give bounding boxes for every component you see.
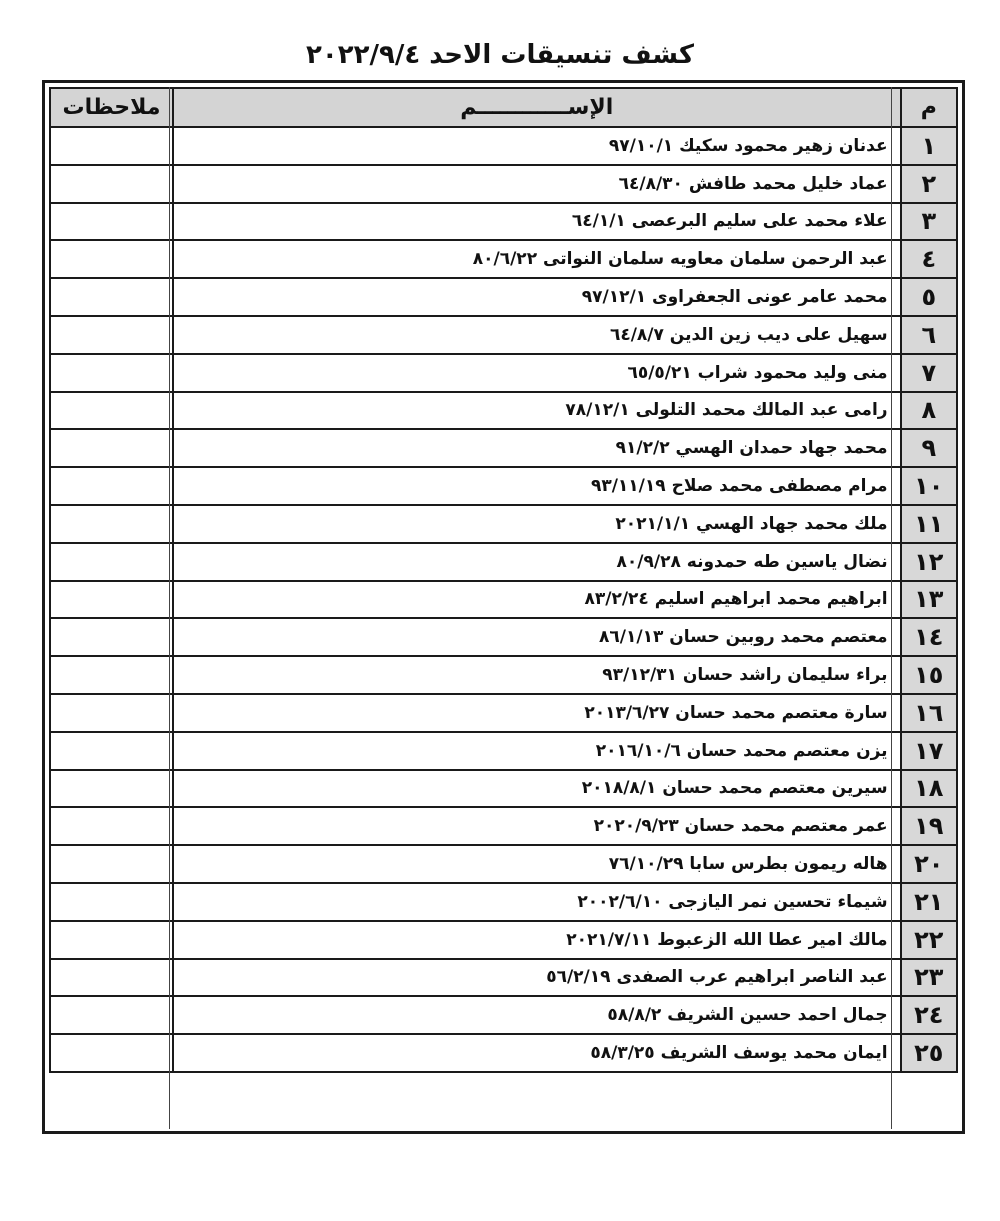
row-notes (50, 354, 173, 392)
table-row (50, 316, 957, 354)
row-notes (50, 807, 173, 845)
row-name: جمال احمد حسين الشريف ٥٨/٨/٢ (173, 996, 901, 1034)
table-row (50, 656, 957, 694)
row-name: معتصم محمد روبين حسان ٨٦/١/١٣ (173, 618, 901, 656)
row-name: سهيل على ديب زين الدين ٦٤/٨/٧ (173, 316, 901, 354)
row-name: براء سليمان راشد حسان ٩٣/١٢/٣١ (173, 656, 901, 694)
table-row (50, 392, 957, 430)
row-notes (50, 1034, 173, 1072)
table-row (50, 467, 957, 505)
row-number: ١٩ (901, 807, 957, 845)
row-notes (50, 203, 173, 241)
table-row (50, 505, 957, 543)
row-name: محمد عامر عونى الجعفراوى ٩٧/١٢/١ (173, 278, 901, 316)
table-row (50, 543, 957, 581)
row-notes (50, 316, 173, 354)
row-number: ٩ (901, 429, 957, 467)
row-notes (50, 581, 173, 619)
row-number: ١ (901, 127, 957, 165)
table-row (50, 959, 957, 997)
row-number: ٢١ (901, 883, 957, 921)
row-number: ٥ (901, 278, 957, 316)
row-notes (50, 770, 173, 808)
row-number: ٢٤ (901, 996, 957, 1034)
table-row (50, 996, 957, 1034)
row-number: ٢٣ (901, 959, 957, 997)
table-row (50, 1034, 957, 1072)
header-notes: ملاحظات (50, 88, 173, 127)
table-body (50, 127, 957, 1072)
row-name: ملك محمد جهاد الهسي ٢٠٢١/١/١ (173, 505, 901, 543)
row-notes (50, 240, 173, 278)
row-number: ٤ (901, 240, 957, 278)
row-name: مالك امير عطا الله الزعبوط ٢٠٢١/٧/١١ (173, 921, 901, 959)
row-notes (50, 732, 173, 770)
row-number: ١٣ (901, 581, 957, 619)
row-name: ابراهيم محمد ابراهيم اسليم ٨٣/٢/٢٤ (173, 581, 901, 619)
table-row (50, 807, 957, 845)
row-number: ١٢ (901, 543, 957, 581)
row-number: ١٥ (901, 656, 957, 694)
row-number: ٦ (901, 316, 957, 354)
row-number: ٣ (901, 203, 957, 241)
row-notes (50, 618, 173, 656)
row-name: رامى عبد المالك محمد التلولى ٧٨/١٢/١ (173, 392, 901, 430)
row-number: ٨ (901, 392, 957, 430)
row-notes (50, 921, 173, 959)
row-notes (50, 694, 173, 732)
row-name: منى وليد محمود شراب ٦٥/٥/٢١ (173, 354, 901, 392)
row-notes (50, 656, 173, 694)
row-name: هاله ريمون بطرس سابا ٧٦/١٠/٢٩ (173, 845, 901, 883)
row-name: شيماء تحسين نمر اليازجى ٢٠٠٢/٦/١٠ (173, 883, 901, 921)
table-row (50, 921, 957, 959)
row-notes (50, 165, 173, 203)
row-notes (50, 883, 173, 921)
row-notes (50, 392, 173, 430)
row-name: يزن معتصم محمد حسان ٢٠١٦/١٠/٦ (173, 732, 901, 770)
row-number: ٢٥ (901, 1034, 957, 1072)
row-name: مرام مصطفى محمد صلاح ٩٣/١١/١٩ (173, 467, 901, 505)
row-notes (50, 959, 173, 997)
row-notes (50, 429, 173, 467)
row-name: ايمان محمد يوسف الشريف ٥٨/٣/٢٥ (173, 1034, 901, 1072)
table-row (50, 770, 957, 808)
row-notes (50, 543, 173, 581)
table-row (50, 240, 957, 278)
header-name: الإســــــــــــم (173, 88, 901, 127)
table-row (50, 581, 957, 619)
table-row (50, 618, 957, 656)
column-separator (891, 87, 892, 1129)
row-number: ٢ (901, 165, 957, 203)
table-row (50, 429, 957, 467)
table-row (50, 354, 957, 392)
row-number: ١١ (901, 505, 957, 543)
row-notes (50, 996, 173, 1034)
header-number: م (901, 88, 957, 127)
table-row (50, 883, 957, 921)
row-number: ١٨ (901, 770, 957, 808)
table-row (50, 845, 957, 883)
row-name: عماد خليل محمد طافش ٦٤/٨/٣٠ (173, 165, 901, 203)
row-number: ١٦ (901, 694, 957, 732)
table-row (50, 732, 957, 770)
row-name: سيرين معتصم محمد حسان ٢٠١٨/٨/١ (173, 770, 901, 808)
row-name: عمر معتصم محمد حسان ٢٠٢٠/٩/٢٣ (173, 807, 901, 845)
row-number: ٧ (901, 354, 957, 392)
row-notes (50, 278, 173, 316)
row-notes (50, 845, 173, 883)
table-row (50, 165, 957, 203)
row-name: نضال ياسين طه حمدونه ٨٠/٩/٢٨ (173, 543, 901, 581)
row-name: محمد جهاد حمدان الهسي ٩١/٢/٢ (173, 429, 901, 467)
column-separator (169, 87, 170, 1129)
row-number: ٢٢ (901, 921, 957, 959)
table-row (50, 694, 957, 732)
table-row (50, 127, 957, 165)
table-row (50, 278, 957, 316)
row-name: عدنان زهير محمود سكيك ٩٧/١٠/١ (173, 127, 901, 165)
row-number: ٢٠ (901, 845, 957, 883)
row-name: علاء محمد على سليم البرعصى ٦٤/١/١ (173, 203, 901, 241)
row-notes (50, 505, 173, 543)
row-notes (50, 127, 173, 165)
table-header-row (50, 88, 957, 127)
row-number: ١٧ (901, 732, 957, 770)
coordination-table-frame (42, 80, 965, 1134)
row-name: سارة معتصم محمد حسان ٢٠١٣/٦/٢٧ (173, 694, 901, 732)
row-notes (50, 467, 173, 505)
page-title: كشف تنسيقات الاحد ٢٠٢٢/٩/٤ (306, 40, 694, 70)
row-name: عبد الناصر ابراهيم عرب الصفدى ٥٦/٢/١٩ (173, 959, 901, 997)
row-name: عبد الرحمن سلمان معاويه سلمان النواتى ٨٠/٦/٢٢ (173, 240, 901, 278)
table-row (50, 203, 957, 241)
row-number: ١٤ (901, 618, 957, 656)
coordination-table (49, 87, 958, 1073)
row-number: ١٠ (901, 467, 957, 505)
